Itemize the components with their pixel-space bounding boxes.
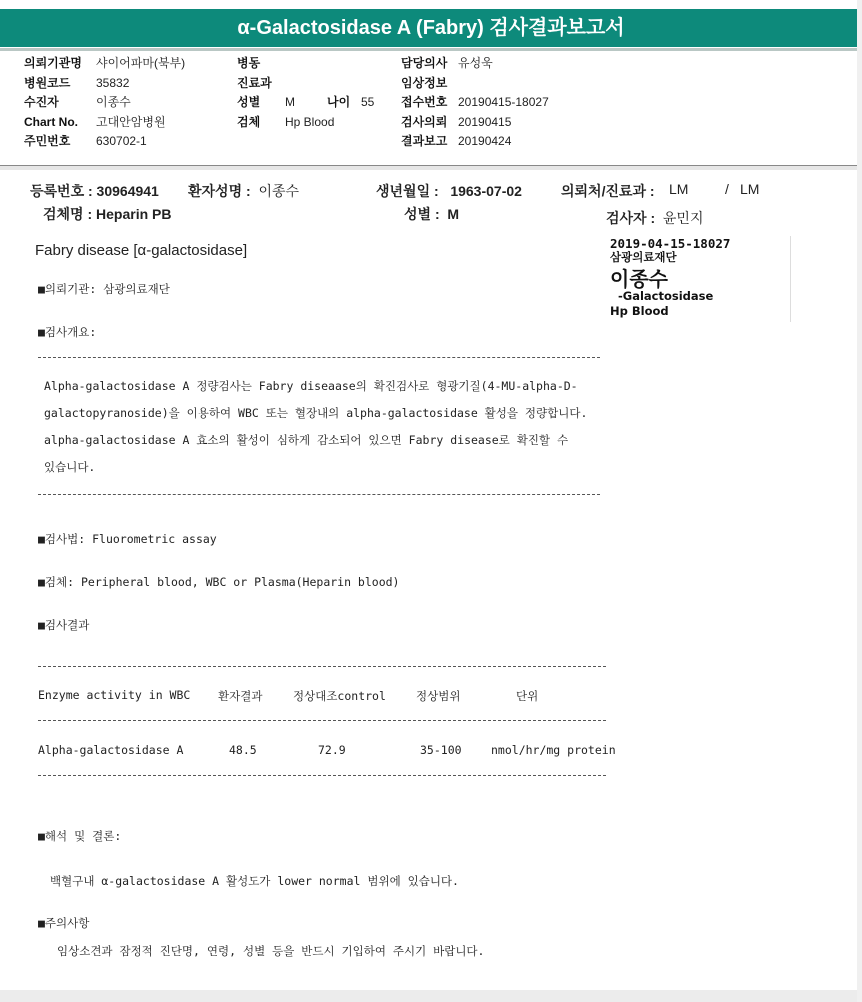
- table-cell-range: 35-100: [420, 743, 462, 757]
- sticker-lab-name: 삼광의료재단: [610, 250, 677, 264]
- sex-label: 성별: [237, 95, 261, 109]
- examiner-field: [606, 208, 703, 228]
- specimen-label-sticker: [608, 236, 791, 322]
- report-date-value: 20190424: [458, 134, 512, 148]
- patient-name-field: [188, 181, 299, 201]
- receipt-no-label: 접수번호: [401, 95, 448, 109]
- doctor-label: 담당의사: [401, 56, 448, 70]
- examinee-label: 수진자: [24, 95, 59, 109]
- clinical-info-label: 임상정보: [401, 75, 448, 90]
- overview-line-4: 있습니다.: [44, 460, 96, 474]
- age-label: 나이: [327, 95, 351, 109]
- report-sex-field: [404, 204, 459, 224]
- dob-label: 생년월일 :: [376, 183, 439, 199]
- reg-no-label: 등록번호 :: [30, 183, 93, 199]
- reg-no-value: 30964941: [96, 183, 159, 199]
- patient-name-label: 환자성명 :: [188, 183, 251, 199]
- table-header-enzyme: Enzyme activity in WBC: [38, 688, 191, 702]
- method-line: ■검사법: Fluorometric assay: [38, 532, 217, 546]
- sticker-specimen: Hp Blood: [610, 304, 669, 318]
- overview-line-3: alpha-galactosidase A 효소의 활성이 심하게 감소되어 있으면 Fabry disease로 확진할 수: [44, 433, 569, 447]
- hospital-name-label: 의뢰기관명: [24, 56, 82, 70]
- specimen-value: Hp Blood: [285, 114, 335, 129]
- chart-no-label: Chart No.: [24, 114, 78, 129]
- overview-bottom-divider: [38, 494, 600, 495]
- resident-no-label: 주민번호: [24, 134, 71, 148]
- caution-text: 임상소견과 잠정적 진단명, 연령, 성별 등을 반드시 기입하여 주시기 바랍니다.: [57, 944, 485, 958]
- specimen-name-label: 검체명 :: [43, 206, 93, 222]
- report-date-label: 결과보고: [401, 134, 448, 148]
- test-title: Fabry disease [α-galactosidase]: [35, 242, 248, 259]
- sticker-patient-name: 이종수: [610, 267, 668, 291]
- sticker-receipt-no: 2019-04-15-18027: [610, 236, 731, 251]
- table-cell-unit: nmol/hr/mg protein: [491, 743, 616, 757]
- table-header-divider: [38, 720, 606, 721]
- specimen-name-field: [43, 204, 171, 224]
- table-bottom-divider: [38, 775, 606, 776]
- ward-label: 병동: [237, 56, 261, 70]
- examinee-value: 이종수: [96, 95, 131, 109]
- report-title: α-Galactosidase A (Fabry) 검사결과보고서: [237, 17, 625, 39]
- chart-no-value: 고대안암병원: [96, 114, 166, 129]
- patient-name-value: 이종수: [258, 183, 300, 199]
- reg-no-field: [30, 181, 159, 201]
- banner-divider: [0, 48, 862, 51]
- resident-no-value: 630702-1: [96, 134, 147, 148]
- hospital-code-value: 35832: [96, 75, 130, 90]
- department-label: 진료과: [237, 75, 272, 90]
- specimen-line: ■검체: Peripheral blood, WBC or Plasma(Heparin blood): [38, 575, 400, 589]
- dob-value: 1963-07-02: [450, 183, 522, 199]
- hospital-name-value: 샤이어파마(북부): [96, 56, 186, 70]
- interpretation-text: 백혈구내 α-galactosidase A 활성도가 lower normal 범위에 있습니다.: [50, 874, 459, 888]
- report-sex-value: M: [447, 206, 460, 222]
- page-bottom-edge: [0, 990, 862, 1002]
- table-cell-enzyme: Alpha-galactosidase A: [38, 743, 184, 757]
- clinic-a-value: LM: [669, 181, 689, 197]
- sex-value: M: [285, 95, 295, 109]
- clinic-separator: /: [725, 181, 729, 197]
- page-right-edge: [857, 0, 862, 1002]
- header-col-1: [24, 54, 185, 152]
- specimen-label: 검체: [237, 114, 261, 129]
- header-col-2: [237, 54, 374, 132]
- specimen-name-value: Heparin PB: [96, 206, 172, 222]
- table-header-unit: 단위: [516, 689, 539, 703]
- request-date-label: 검사의뢰: [401, 114, 448, 129]
- clinic-label: 의뢰처/진료과 :: [561, 183, 655, 199]
- clinic-b-value: LM: [740, 181, 760, 197]
- institution-line: ■의뢰기관: 삼광의료재단: [38, 282, 170, 296]
- table-header-range: 정상범위: [416, 689, 461, 703]
- examiner-value: 윤민지: [662, 210, 704, 226]
- result-title: ■검사결과: [38, 618, 90, 632]
- overview-title: ■검사개요:: [38, 325, 97, 339]
- table-cell-patient-result: 48.5: [229, 743, 257, 757]
- table-header-patient-result: 환자결과: [218, 689, 263, 703]
- table-header-control: 정상대조control: [293, 689, 386, 703]
- table-cell-control: 72.9: [318, 743, 346, 757]
- header-shadow: [0, 166, 862, 170]
- table-top-divider: [38, 666, 606, 667]
- hospital-code-label: 병원코드: [24, 75, 71, 90]
- overview-line-1: Alpha-galactosidase A 정량검사는 Fabry diseaase의 확진검사로 형광기질(4-MU-alpha-D-: [44, 379, 578, 393]
- caution-title: ■주의사항: [38, 916, 90, 930]
- overview-line-2: galactopyranoside)을 이용하여 WBC 또는 혈장내의 alpha-galactosidase 활성을 정량합니다.: [44, 406, 588, 420]
- clinic-field: [561, 181, 655, 201]
- request-date-value: 20190415: [458, 114, 512, 129]
- header-col-3: [401, 54, 549, 152]
- overview-top-divider: [38, 357, 600, 358]
- sticker-test-name: -Galactosidase: [618, 289, 714, 303]
- age-value: 55: [361, 95, 375, 109]
- dob-field: [376, 181, 522, 201]
- doctor-value: 유성욱: [458, 56, 493, 70]
- report-title-banner: [0, 9, 862, 47]
- report-sex-label: 성별 :: [404, 206, 440, 222]
- interpretation-title: ■해석 및 결론:: [38, 829, 122, 843]
- receipt-no-value: 20190415-18027: [458, 95, 549, 109]
- examiner-label: 검사자 :: [606, 210, 656, 226]
